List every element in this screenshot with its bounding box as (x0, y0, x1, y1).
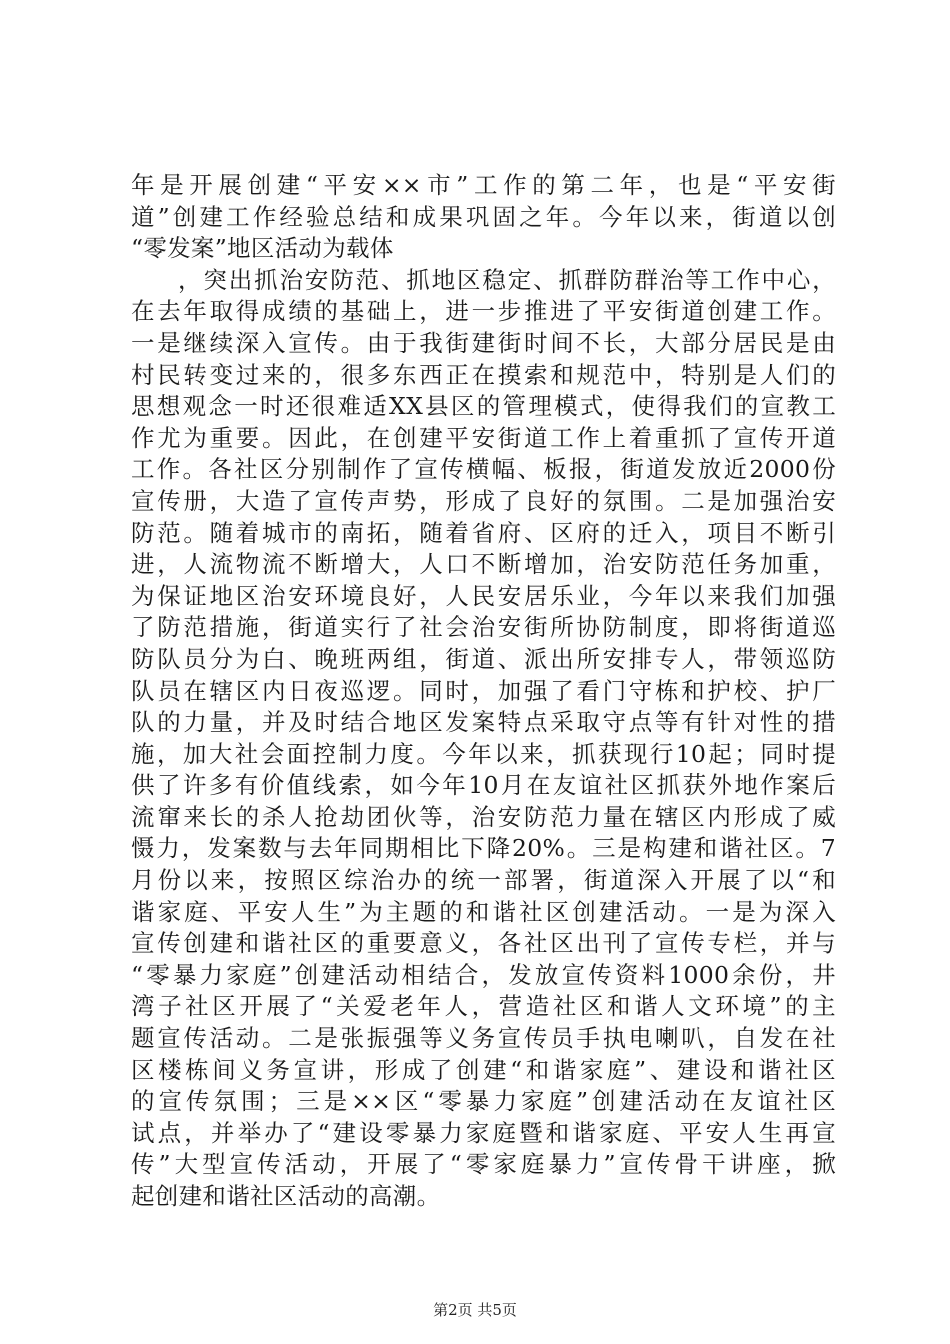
text-line: 进，人流物流不断增大，人口不断增加，治安防范任务加重， (131, 550, 836, 579)
text-line: 区楼栋间义务宣讲，形成了创建“和谐家庭”、建设和谐社区 (131, 1055, 836, 1084)
text-line: 工作。各社区分别制作了宣传横幅、板报，街道发放近2000份 (131, 455, 836, 484)
text-line: 思想观念一时还很难适XX县区的管理模式，使得我们的宣教工 (131, 392, 836, 421)
text-line: 月份以来，按照区综治办的统一部署，街道深入开展了以“和 (131, 866, 836, 895)
text-line: ，突出抓治安防范、抓地区稳定、抓群防群治等工作中心， (178, 265, 836, 294)
text-line: 谐家庭、平安人生”为主题的和谐社区创建活动。一是为深入 (131, 897, 836, 926)
page-footer: 第2页 共5页 (433, 1301, 517, 1319)
text-line: “零暴力家庭”创建活动相结合，发放宣传资料1000余份，井 (131, 960, 836, 989)
text-line: 慑力，发案数与去年同期相比下降20%。三是构建和谐社区。7 (131, 834, 836, 863)
text-line: 传”大型宣传活动，开展了“零家庭暴力”宣传骨干讲座，掀 (131, 1150, 836, 1179)
document-body (131, 170, 836, 1213)
text-line: 村民转变过来的，很多东西正在摸索和规范中，特别是人们的 (131, 360, 836, 389)
text-line: 试点，并举办了“建设零暴力家庭暨和谐家庭、平安人生再宣 (131, 1118, 836, 1147)
text-line: 题宣传活动。二是张振强等义务宣传员手执电喇叭，自发在社 (131, 1024, 836, 1053)
text-line: 作尤为重要。因此，在创建平安街道工作上着重抓了宣传开道 (131, 423, 836, 452)
text-line: 湾子社区开展了“关爱老年人，营造社区和谐人文环境”的主 (131, 992, 836, 1021)
text-line: 防范。随着城市的南拓，随着省府、区府的迁入，项目不断引 (131, 518, 836, 547)
text-line: 流窜来长的杀人抢劫团伙等，治安防范力量在辖区内形成了威 (131, 802, 836, 831)
text-line: 的宣传氛围；三是××区“零暴力家庭”创建活动在友谊社区 (131, 1087, 836, 1116)
text-line: 队的力量，并及时结合地区发案特点采取守点等有针对性的措 (131, 708, 836, 737)
text-line: 队员在辖区内日夜巡逻。同时，加强了看门守栋和护校、护厂 (131, 676, 836, 705)
text-line: “零发案”地区活动为载体 (131, 234, 394, 263)
text-line: 道”创建工作经验总结和成果巩固之年。今年以来，街道以创 (131, 202, 836, 231)
text-line: 年是开展创建“平安××市”工作的第二年，也是“平安街 (131, 171, 836, 199)
text-line: 宣传创建和谐社区的重要意义，各社区出刊了宣传专栏，并与 (131, 929, 836, 958)
text-line: 为保证地区治安环境良好，人民安居乐业，今年以来我们加强 (131, 581, 836, 610)
text-line: 宣传册，大造了宣传声势，形成了良好的氛围。二是加强治安 (131, 486, 836, 515)
text-line: 在去年取得成绩的基础上，进一步推进了平安街道创建工作。 (131, 297, 836, 326)
text-line: 一是继续深入宣传。由于我街建街时间不长，大部分居民是由 (131, 328, 836, 357)
text-line: 施，加大社会面控制力度。今年以来，抓获现行10起；同时提 (131, 739, 836, 768)
text-line: 防队员分为白、晚班两组，街道、派出所安排专人，带领巡防 (131, 644, 836, 673)
text-line: 供了许多有价值线索，如今年10月在友谊社区抓获外地作案后 (131, 771, 836, 800)
text-line: 了防范措施，街道实行了社会治安街所协防制度，即将街道巡 (131, 613, 836, 642)
text-line: 起创建和谐社区活动的高潮。 (131, 1182, 441, 1210)
